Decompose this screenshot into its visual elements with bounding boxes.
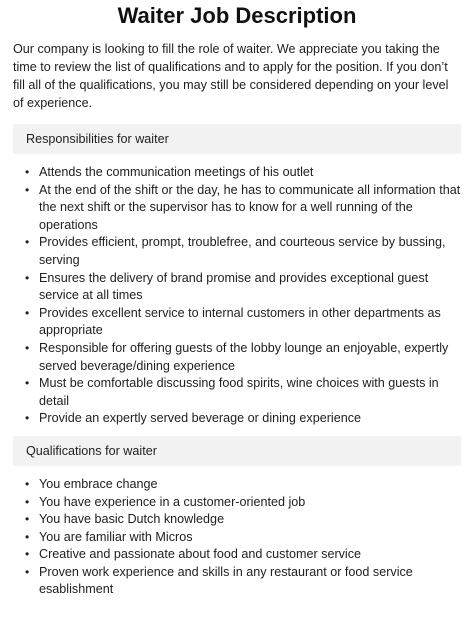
list-item	[25, 410, 461, 428]
bullet-icon: •	[25, 512, 30, 527]
list-item	[25, 164, 461, 182]
bullet-icon: •	[25, 182, 30, 197]
bullet-icon: •	[25, 340, 30, 355]
responsibilities-header: Responsibilities for waiter	[13, 124, 461, 154]
list-item	[25, 529, 461, 547]
list-item	[25, 182, 461, 235]
page-title: Waiter Job Description	[117, 3, 357, 28]
list-item	[25, 564, 461, 599]
bullet-icon: •	[25, 476, 30, 491]
list-item	[25, 511, 461, 529]
list-item-text: You have basic Dutch knowledge	[39, 512, 225, 527]
list-item	[25, 234, 461, 269]
qualifications-list	[13, 476, 461, 599]
list-item	[25, 340, 461, 375]
list-item-text: You embrace change	[39, 476, 158, 491]
bullet-icon: •	[25, 411, 30, 426]
bullet-icon: •	[25, 547, 30, 562]
bullet-icon: •	[25, 564, 30, 579]
bullet-icon: •	[25, 494, 30, 509]
list-item-text: Creative and passionate about food and customer service	[39, 547, 362, 562]
responsibilities-list	[13, 164, 461, 428]
list-item	[25, 375, 461, 410]
bullet-icon: •	[25, 165, 30, 179]
list-item-text: At the end of the shift or the day, he has to communicate all information that the next shift or the supervisor has to know for a well running of the operations	[39, 182, 461, 232]
list-item	[25, 546, 461, 564]
bullet-icon: •	[25, 376, 30, 391]
qualifications-header: Qualifications for waiter	[13, 436, 461, 466]
bullet-icon: •	[25, 529, 30, 544]
bullet-icon: •	[25, 235, 30, 250]
list-item-text: Ensures the delivery of brand promise and provides exceptional guest service at all times	[39, 270, 429, 303]
list-item-text: Responsible for offering guests of the lobby lounge an enjoyable, expertly served beverage/dining experience	[39, 340, 449, 373]
list-item-text: Attends the communication meetings of his outlet	[39, 165, 314, 179]
bullet-icon: •	[25, 270, 30, 285]
intro-paragraph: Our company is looking to fill the role of waiter. We appreciate you taking the time to review the list of qualifications and to apply for the position. If you don’t fill all of the qualifications, you may still be considered depending on your level of experience.	[13, 42, 449, 110]
list-item	[25, 494, 461, 512]
bullet-icon: •	[25, 305, 30, 320]
list-item-text: Provides efficient, prompt, troublefree, and courteous service by bussing, serving	[39, 235, 446, 267]
list-item-text: Proven work experience and skills in any restaurant or food service esablishment	[39, 564, 413, 597]
list-item-text: You are familiar with Micros	[39, 529, 193, 544]
list-item	[25, 270, 461, 305]
list-item	[25, 476, 461, 494]
list-item-text: Provides excellent service to internal customers in other departments as appropriate	[39, 305, 441, 338]
list-item-text: Provide an expertly served beverage or dining experience	[39, 411, 362, 426]
list-item	[25, 305, 461, 340]
list-item-text: You have experience in a customer-oriented job	[39, 494, 306, 509]
list-item-text: Must be comfortable discussing food spirits, wine choices with guests in detail	[39, 376, 439, 408]
